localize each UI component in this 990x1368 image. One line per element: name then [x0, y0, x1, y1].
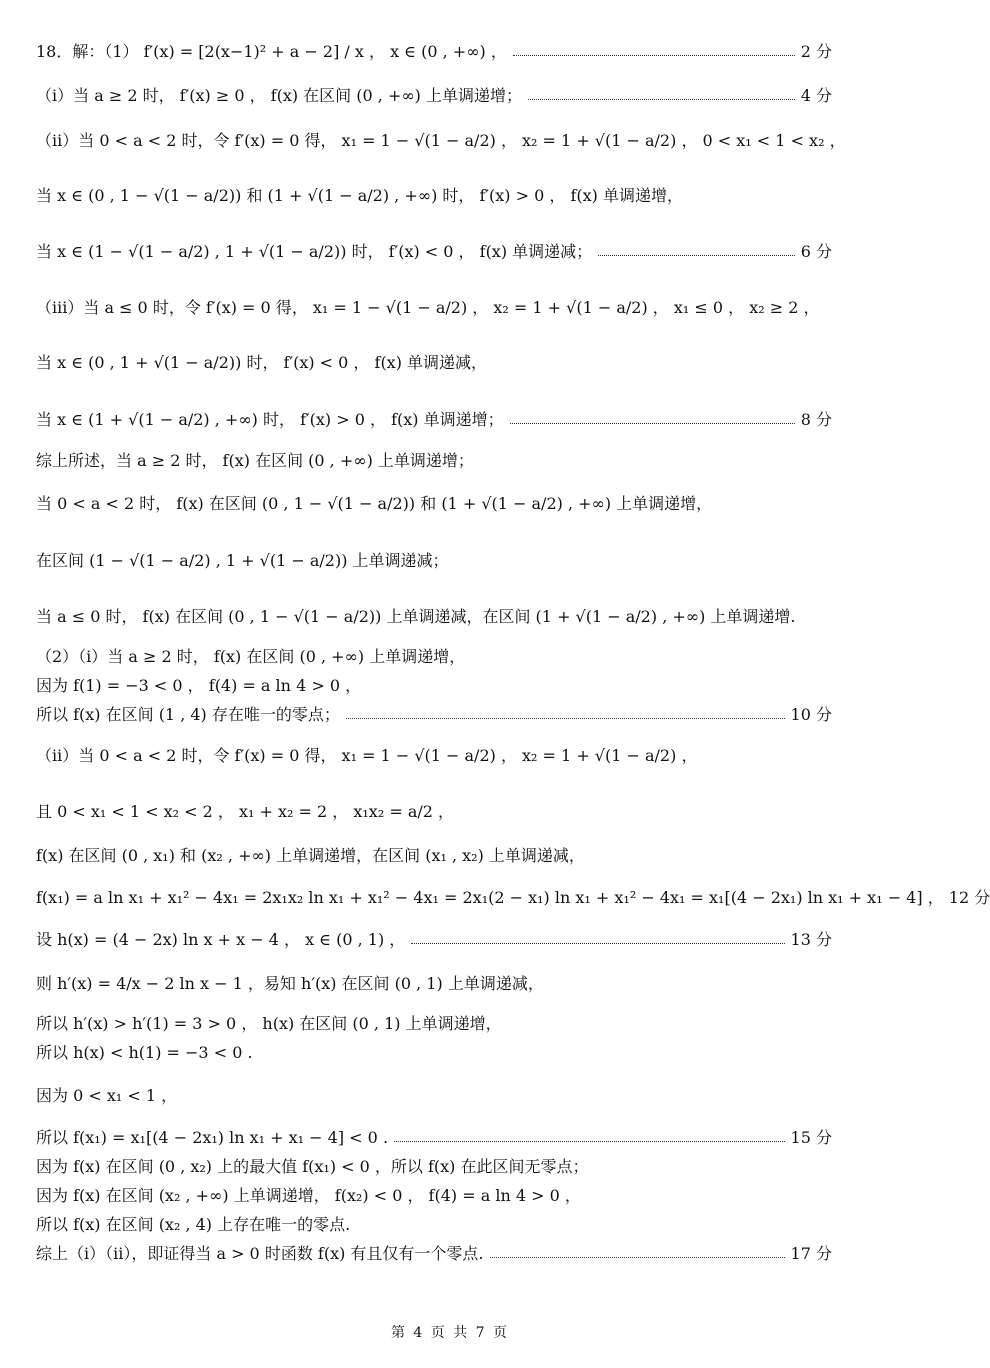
score-label: 10 分 — [790, 705, 832, 724]
score-label: 6 分 — [800, 242, 832, 261]
solution-line — [36, 551, 832, 570]
solution-text: 当 a ≤ 0 时， f(x) 在区间 (0 , 1 − √(1 − a/2)) 上单调递减，在区间 (1 + √(1 − a/2) , +∞) 上单调递增. — [36, 607, 796, 626]
score-label: 2 分 — [800, 42, 832, 61]
solution-text: 综上（i）（ii），即证得当 a > 0 时函数 f(x) 有且仅有一个零点. — [36, 1244, 484, 1263]
solution-line — [36, 705, 832, 724]
solution-text: 18．解：（1） f′(x) = [2(x−1)² + a − 2] / x ， x ∈ (0 , +∞) ， — [36, 42, 507, 61]
solution-text: 设 h(x) = (4 − 2x) ln x + x − 4 ， x ∈ (0 , 1) ， — [36, 930, 406, 949]
score-label: 17 分 — [790, 1244, 832, 1263]
solution-text: 且 0 < x₁ < 1 < x₂ < 2 ， x₁ + x₂ = 2 ， x₁x₂ = a/2 ， — [36, 802, 455, 821]
solution-line — [36, 846, 832, 865]
score-label: 15 分 — [790, 1128, 832, 1147]
solution-line — [36, 607, 832, 626]
solution-text: （2）（i）当 a ≥ 2 时， f(x) 在区间 (0 , +∞) 上单调递增， — [36, 647, 466, 666]
solution-text: 所以 f(x) 在区间 (x₂ , 4) 上存在唯一的零点. — [36, 1215, 351, 1234]
solution-text: 所以 h′(x) > h′(1) = 3 > 0 ， h(x) 在区间 (0 , 1) 上单调递增， — [36, 1014, 502, 1033]
solution-text: 因为 0 < x₁ < 1 ， — [36, 1086, 178, 1105]
solution-line — [36, 1043, 832, 1062]
solution-text: （i）当 a ≥ 2 时， f′(x) ≥ 0 ， f(x) 在区间 (0 , +∞) 上单调递增； — [36, 86, 523, 105]
solution-line — [36, 242, 832, 261]
solution-text: 则 h′(x) = 4/x − 2 ln x − 1 ，易知 h′(x) 在区间 (0 , 1) 上单调递减， — [36, 974, 544, 993]
dot-leader — [513, 55, 795, 56]
solution-line — [36, 746, 832, 765]
dot-leader — [510, 423, 795, 424]
solution-text: 所以 h(x) < h(1) = −3 < 0 . — [36, 1043, 253, 1062]
solution-line — [36, 42, 832, 61]
dot-leader — [394, 1141, 785, 1142]
score-label: 13 分 — [790, 930, 832, 949]
solution-line — [36, 888, 990, 907]
solution-text: （ii）当 0 < a < 2 时，令 f′(x) = 0 得， x₁ = 1 − √(1 − a/2) ， x₂ = 1 + √(1 − a/2) ， — [36, 746, 698, 765]
solution-line — [36, 1157, 832, 1176]
solution-text: 当 x ∈ (1 + √(1 − a/2) , +∞) 时， f′(x) > 0 ， f(x) 单调递增； — [36, 410, 504, 429]
solution-text: 当 0 < a < 2 时， f(x) 在区间 (0 , 1 − √(1 − a/2)) 和 (1 + √(1 − a/2) , +∞) 上单调递增， — [36, 494, 713, 513]
page-footer: 第 4 页 共 7 页 — [390, 1325, 510, 1341]
dot-leader — [528, 99, 795, 100]
solution-line — [36, 974, 832, 993]
solution-line — [36, 298, 832, 317]
dot-leader — [490, 1257, 785, 1258]
solution-line — [36, 647, 832, 666]
solution-line — [36, 186, 832, 205]
solution-line — [36, 1014, 832, 1033]
solution-text: 当 x ∈ (0 , 1 + √(1 − a/2)) 时， f′(x) < 0 ， f(x) 单调递减， — [36, 353, 488, 372]
solution-line — [36, 930, 832, 949]
solution-text: 因为 f(x) 在区间 (x₂ , +∞) 上单调递增， f(x₂) < 0 ， f(4) = a ln 4 > 0 ， — [36, 1186, 581, 1205]
solution-line — [36, 353, 832, 372]
dot-leader — [598, 255, 795, 256]
solution-text: （ii）当 0 < a < 2 时，令 f′(x) = 0 得， x₁ = 1 − √(1 − a/2) ， x₂ = 1 + √(1 − a/2) ， 0 < x₁ < 1 < x₂ ， — [36, 131, 846, 150]
solution-text: 在区间 (1 − √(1 − a/2) , 1 + √(1 − a/2)) 上单调递减； — [36, 551, 449, 570]
score-label: 4 分 — [800, 86, 832, 105]
dot-leader — [411, 943, 784, 944]
solution-text: 因为 f(x) 在区间 (0 , x₂) 上的最大值 f(x₁) < 0 ，所以 f(x) 在此区间无零点； — [36, 1157, 589, 1176]
solution-line — [36, 131, 846, 150]
solution-line — [36, 1128, 832, 1147]
solution-text: f(x₁) = a ln x₁ + x₁² − 4x₁ = 2x₁x₂ ln x₁ + x₁² − 4x₁ = 2x₁(2 − x₁) ln x₁ + x₁² − 4x₁ = x₁[(4 − 2x₁) ln x₁ + x₁ − 4] ， 12 分 — [36, 888, 990, 907]
solution-line — [36, 676, 832, 695]
solution-text: f(x) 在区间 (0 , x₁) 和 (x₂ , +∞) 上单调递增，在区间 (x₁ , x₂) 上单调递减， — [36, 846, 585, 865]
solution-text: 所以 f(x) 在区间 (1 , 4) 存在唯一的零点； — [36, 705, 340, 724]
solution-text: （iii）当 a ≤ 0 时，令 f′(x) = 0 得， x₁ = 1 − √(1 − a/2) ， x₂ = 1 + √(1 − a/2) ， x₁ ≤ 0 ， x₂ ≥ 2 ， — [36, 298, 820, 317]
solution-text: 综上所述，当 a ≥ 2 时， f(x) 在区间 (0 , +∞) 上单调递增； — [36, 451, 474, 470]
dot-leader — [346, 718, 785, 719]
score-label: 8 分 — [800, 410, 832, 429]
solution-text: 因为 f(1) = −3 < 0 ， f(4) = a ln 4 > 0 ， — [36, 676, 362, 695]
solution-text: 当 x ∈ (1 − √(1 − a/2) , 1 + √(1 − a/2)) 时， f′(x) < 0 ， f(x) 单调递减； — [36, 242, 593, 261]
solution-line — [36, 1215, 832, 1234]
solution-line — [36, 494, 832, 513]
solution-line — [36, 802, 832, 821]
solution-line — [36, 451, 832, 470]
solution-text: 所以 f(x₁) = x₁[(4 − 2x₁) ln x₁ + x₁ − 4] < 0 . — [36, 1128, 389, 1147]
solution-line — [36, 1186, 832, 1205]
solution-line — [36, 1086, 832, 1105]
solution-text: 当 x ∈ (0 , 1 − √(1 − a/2)) 和 (1 + √(1 − a/2) , +∞) 时， f′(x) > 0 ， f(x) 单调递增， — [36, 186, 683, 205]
solution-line — [36, 1244, 832, 1263]
solution-line — [36, 86, 832, 105]
solution-line — [36, 410, 832, 429]
